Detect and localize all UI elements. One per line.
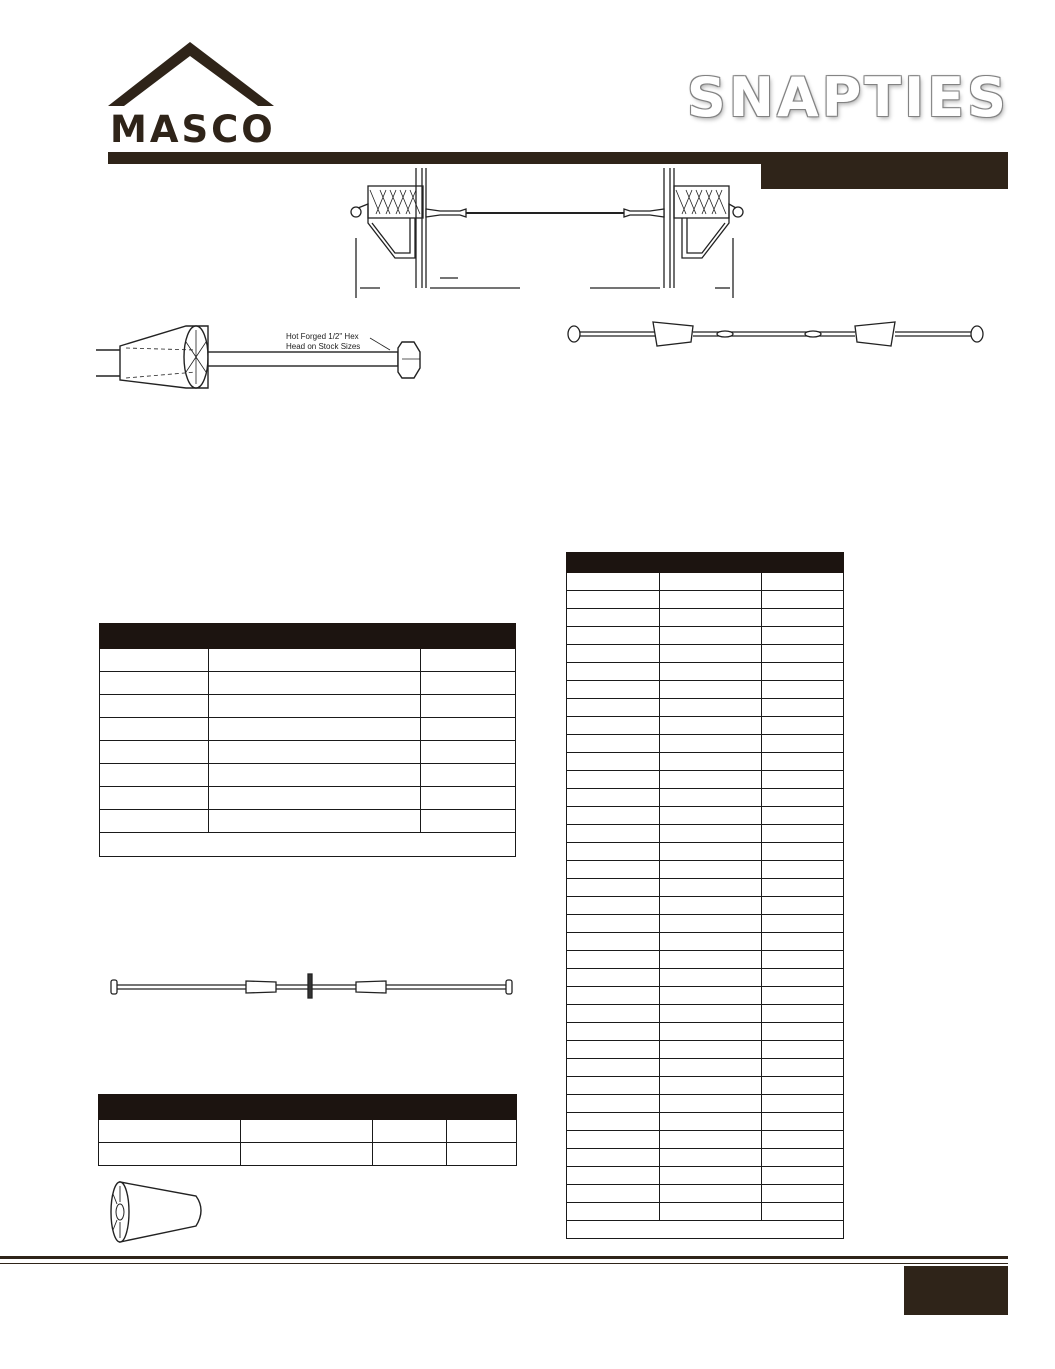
table-row [567, 789, 844, 807]
table-row [567, 627, 844, 645]
table-row [567, 1005, 844, 1023]
hex-head-cone-diagram [96, 322, 426, 392]
double-cone-snaptie-diagram [565, 318, 985, 352]
table-row [567, 1149, 844, 1167]
footer-rule-thin [0, 1263, 1008, 1264]
table-row [567, 825, 844, 843]
table-row [100, 718, 516, 741]
table-row [567, 1077, 844, 1095]
table-footer-row [100, 833, 516, 857]
hex-head-note-line2: Head on Stock Sizes [286, 342, 361, 351]
table-row [100, 787, 516, 810]
table-row [567, 591, 844, 609]
table-row [100, 764, 516, 787]
table-row [567, 933, 844, 951]
table-footer-row [567, 1221, 844, 1239]
cone-diagram [106, 1180, 210, 1246]
table-header-row [567, 553, 844, 573]
left-spec-table [99, 623, 516, 857]
footer-page-tab [904, 1266, 1008, 1315]
table-row [567, 1203, 844, 1221]
hex-head-note [286, 332, 360, 352]
table-row [567, 915, 844, 933]
table-row [100, 649, 516, 672]
header-tab [761, 152, 1008, 189]
table-row [100, 672, 516, 695]
table-row [567, 987, 844, 1005]
table-header-row [100, 624, 516, 649]
table-row [100, 810, 516, 833]
table-row [567, 735, 844, 753]
table-row [567, 573, 844, 591]
left-bottom-spec-table [98, 1094, 517, 1166]
page-title: SNAPTIES [686, 66, 1009, 129]
table-row [567, 1131, 844, 1149]
table-row [567, 699, 844, 717]
table-header [99, 1095, 517, 1120]
table-row [567, 951, 844, 969]
table-row [567, 753, 844, 771]
table-header-row [99, 1095, 517, 1120]
right-spec-table [566, 552, 844, 1239]
table-row [100, 741, 516, 764]
table-row [567, 879, 844, 897]
table-row [567, 609, 844, 627]
table-header [100, 624, 516, 649]
formwork-snaptie-diagram [340, 168, 750, 308]
table-row [567, 1095, 844, 1113]
table-row [567, 771, 844, 789]
table-row [567, 1041, 844, 1059]
table-row [567, 663, 844, 681]
table-row [567, 1023, 844, 1041]
table-row [567, 861, 844, 879]
table-header [567, 553, 844, 573]
table-row [99, 1143, 517, 1166]
table-row [567, 1059, 844, 1077]
table-row [567, 1167, 844, 1185]
table-row [567, 1185, 844, 1203]
table-row [567, 969, 844, 987]
table-row [567, 843, 844, 861]
washer-snaptie-diagram [106, 972, 516, 1002]
house-roof-icon [108, 40, 276, 110]
hex-head-note-line1: Hot Forged 1/2" Hex [286, 332, 359, 341]
table-row [567, 717, 844, 735]
table-row [567, 645, 844, 663]
table-row [100, 695, 516, 718]
footer-rule [0, 1256, 1008, 1259]
table-row [99, 1120, 517, 1143]
table-row [567, 681, 844, 699]
logo-text: MASCO [110, 108, 276, 151]
table-row [567, 1113, 844, 1131]
table-row [567, 807, 844, 825]
table-row [567, 897, 844, 915]
